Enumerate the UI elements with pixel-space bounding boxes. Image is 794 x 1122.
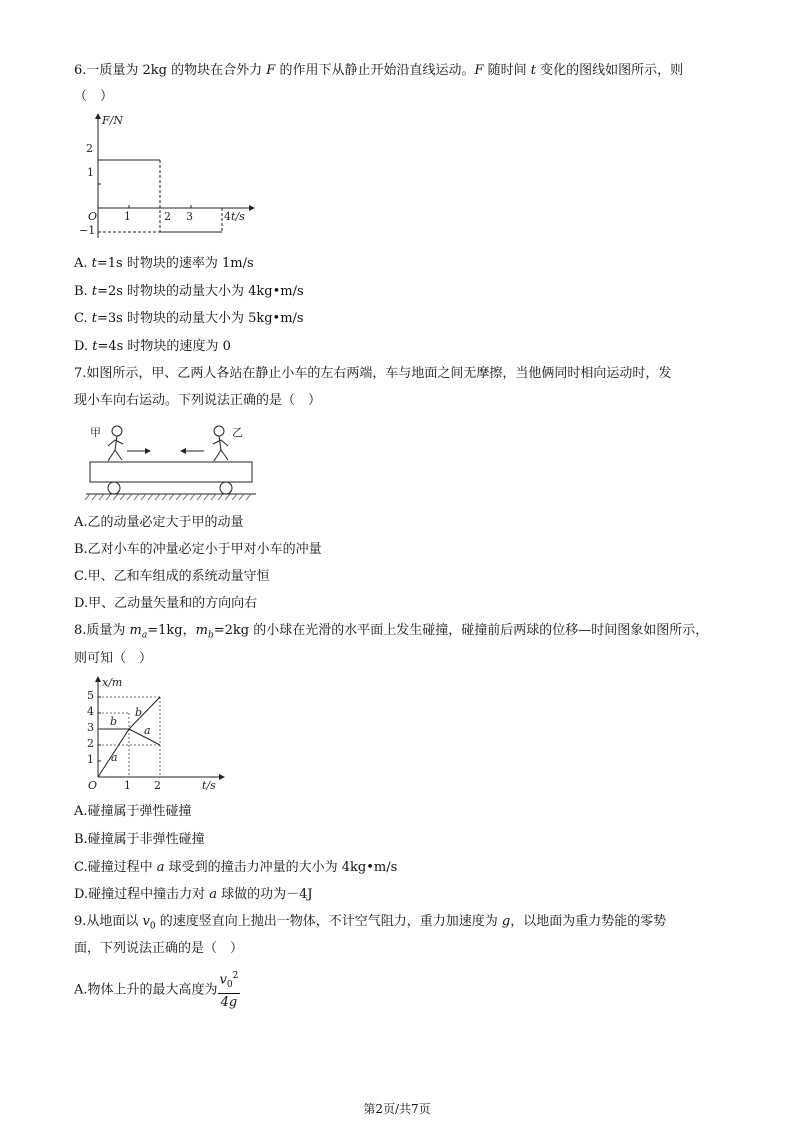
ground-hatch-mark — [246, 494, 251, 500]
q6-force-graph — [78, 110, 258, 242]
q6-graph-svg — [78, 110, 258, 242]
ground-hatch-mark — [106, 494, 111, 500]
q6-x-tick-3: 3 — [186, 210, 193, 223]
ground-hatch-mark — [120, 494, 125, 500]
person-jia-icon — [108, 426, 123, 461]
ground-hatch-mark — [211, 494, 216, 500]
q6-origin: O — [88, 210, 98, 223]
q8-x-tick-2: 2 — [154, 779, 161, 792]
ground-hatch-mark — [148, 494, 153, 500]
ground-hatch-mark — [134, 494, 139, 500]
q6-stem-line1 — [74, 62, 683, 80]
q6-option-b[interactable]: B. t=2s 时物块的动量大小为 4kg•m/s — [74, 284, 304, 299]
q6-option-c[interactable]: C. t=3s 时物块的动量大小为 5kg•m/s — [74, 311, 304, 326]
q9-fraction: $\frac{v_0^2}{4g}$ — [218, 968, 241, 1012]
q6-x-label: t/s — [231, 210, 245, 223]
q6-x-tick-4: 4 — [224, 210, 231, 223]
q8-y-tick-1: 1 — [87, 753, 94, 766]
ground-hatch-mark — [204, 494, 209, 500]
cart-wheel-left — [108, 482, 120, 494]
q8-option-c[interactable]: C.碰撞过程中 a 球受到的撞击力冲量的大小为 4kg•m/s — [74, 860, 398, 875]
q7-label-jia: 甲 — [90, 426, 101, 439]
ground-hatch-mark — [176, 494, 181, 500]
q8-y-tick-3: 3 — [87, 721, 94, 734]
q6-x-tick-1: 1 — [124, 210, 131, 223]
q6-var-f: F — [266, 63, 276, 78]
q6-y-label: F/N — [102, 114, 123, 127]
ground-hatch-mark — [225, 494, 230, 500]
q8-option-b[interactable]: B.碰撞属于非弹性碰撞 — [74, 832, 205, 847]
ground-hatch-mark — [155, 494, 160, 500]
q8-option-d[interactable]: D.碰撞过程中撞击力对 a 球做的功为－4J — [74, 887, 313, 902]
q6-var-t: t — [530, 63, 536, 78]
q8-stem-line2: 则可知（ ） — [74, 651, 153, 666]
q8-y-tick-5: 5 — [87, 689, 94, 702]
q8-x-label: t/s — [202, 779, 216, 792]
q8-label-a-before: a — [111, 751, 118, 764]
q8-var-m: m — [129, 623, 142, 638]
q8-graph-svg — [78, 673, 228, 793]
ground-hatching — [85, 494, 251, 500]
q6-stem-line2: （ ） — [74, 89, 114, 104]
ground-hatch-mark — [183, 494, 188, 500]
ground-hatch-mark — [239, 494, 244, 500]
q9-var-v: v — [142, 914, 150, 929]
q8-option-a[interactable]: A.碰撞属于弹性碰撞 — [74, 804, 192, 819]
ground-hatch-mark — [85, 494, 90, 500]
page-footer: 第2页/共7页 — [363, 1102, 431, 1116]
q9-var-g: g — [501, 914, 511, 929]
q8-x-tick-1: 1 — [124, 779, 131, 792]
q6-y-tick-1: 1 — [87, 166, 94, 179]
cart-body — [90, 462, 252, 482]
ground-hatch-mark — [162, 494, 167, 500]
q6-y-tick-neg1: −1 — [79, 224, 96, 237]
q8-y-tick-4: 4 — [87, 705, 94, 718]
q6-y-tick-2: 2 — [86, 142, 93, 155]
q8-stem-line1: 8.质量为 $m_a=1kg$，$m_b=2kg$ 的小球在光滑的水平面上发生碰撞，碰撞前后两球的位移—时间图象如图所示， — [74, 623, 709, 641]
q7-cart-figure — [84, 418, 260, 504]
q7-option-b[interactable]: B.乙对小车的冲量必定小于甲对小车的冲量 — [74, 542, 322, 557]
q7-stem-line1: 7.如图所示，甲、乙两人各站在静止小车的左右两端，车与地面之间无摩擦，当他俩同时相向运动时，发 — [74, 366, 672, 381]
q6-text: 随时间 — [483, 63, 531, 78]
q7-option-d[interactable]: D.甲、乙动量矢量和的方向向右 — [74, 596, 258, 611]
q8-label-b-after: b — [135, 706, 143, 719]
q6-option-d[interactable]: D. t=4s 时物块的速度为 0 — [74, 339, 231, 354]
q6-option-a[interactable]: A. t=1s 时物块的速率为 1m/s — [74, 256, 254, 271]
ground-hatch-mark — [127, 494, 132, 500]
q6-x-tick-2: 2 — [164, 210, 171, 223]
q8-var-m: m — [195, 623, 208, 638]
q7-option-a[interactable]: A.乙的动量必定大于甲的动量 — [74, 515, 244, 530]
ground-hatch-mark — [113, 494, 118, 500]
ground-hatch-mark — [92, 494, 97, 500]
q8-y-tick-2: 2 — [87, 737, 94, 750]
cart-wheel-right — [220, 482, 232, 494]
q6-text: 6.一质量为 2kg 的物块在合外力 — [74, 63, 267, 78]
ground-hatch-mark — [190, 494, 195, 500]
ground-hatch-mark — [197, 494, 202, 500]
q9-stem-line1: 9.从地面以 $v_0$ 的速度竖直向上抛出一物体，不计空气阻力，重力加速度为 g，以地面为重力势能的零势 — [74, 914, 667, 932]
q7-option-c[interactable]: C.甲、乙和车组成的系统动量守恒 — [74, 569, 270, 584]
ground-hatch-mark — [141, 494, 146, 500]
q8-displacement-graph — [78, 673, 228, 793]
ground-hatch-mark — [99, 494, 104, 500]
ground-hatch-mark — [218, 494, 223, 500]
q7-stem-line2: 现小车向右运动。下列说法正确的是（ ） — [74, 393, 322, 408]
q8-label-a-after: a — [144, 724, 151, 737]
q8-origin: O — [88, 779, 98, 792]
q9-option-a[interactable]: A.物体上升的最大高度为 $\frac{v_0^2}{4g}$ — [74, 968, 240, 1012]
q7-label-yi: 乙 — [232, 426, 243, 439]
q6-var-f: F — [474, 63, 484, 78]
ground-hatch-mark — [169, 494, 174, 500]
q6-text: 的作用下从静止开始沿直线运动。 — [275, 63, 475, 78]
q6-text: 变化的图线如图所示，则 — [535, 63, 684, 78]
ground-hatch-mark — [232, 494, 237, 500]
q8-y-label: x/m — [102, 676, 123, 689]
q8-label-b-before: b — [110, 715, 118, 728]
q9-stem-line2: 面，下列说法正确的是（ ） — [74, 941, 244, 956]
q7-figure-svg — [84, 418, 260, 504]
person-yi-icon — [213, 426, 228, 461]
